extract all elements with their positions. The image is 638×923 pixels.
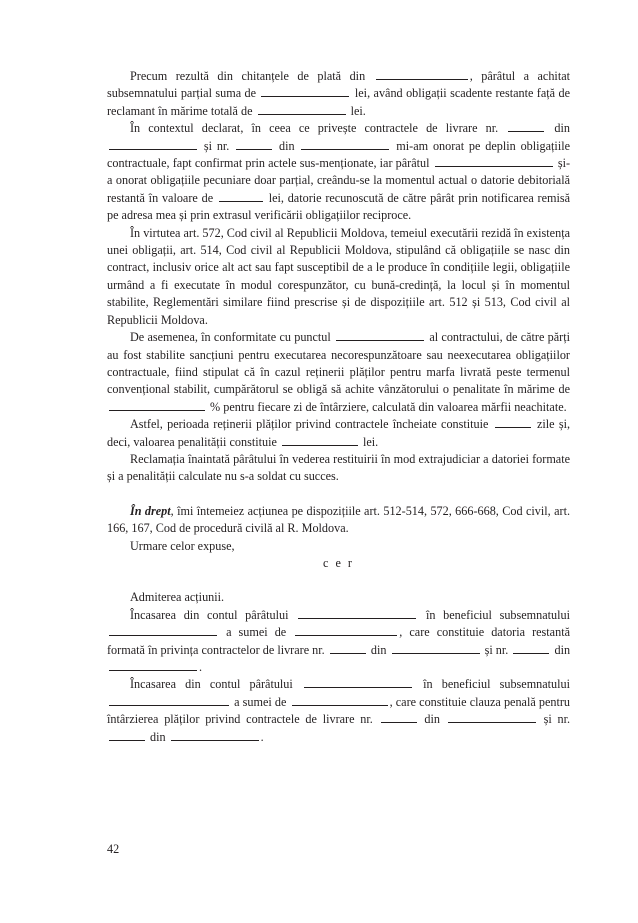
paragraph-contract-clause <box>107 329 570 416</box>
blank-field[interactable] <box>301 140 389 150</box>
paragraph-penalty-recovery <box>107 676 570 746</box>
request-heading: c e r <box>323 555 354 570</box>
text: din <box>370 642 387 657</box>
text: și nr. <box>203 138 230 153</box>
blank-field[interactable] <box>219 192 263 202</box>
blank-field[interactable] <box>236 140 272 150</box>
paragraph-claim: Reclamația înaintată pârâtului în vederea restituirii în mod extrajudiciar a datoriei formate și a penalității calculate nu s-a soldat cu succes. <box>107 451 570 484</box>
blank-field[interactable] <box>261 87 349 97</box>
blank-field[interactable] <box>376 70 468 80</box>
text: Precum rezultă din chitanțele de plată din <box>130 69 366 83</box>
blank-field[interactable] <box>171 731 259 741</box>
text: , care constituie datoria restantă formată în privința contractelor de livrare nr. <box>107 625 570 657</box>
blank-field[interactable] <box>109 731 145 741</box>
spacer <box>107 486 570 503</box>
spacer <box>107 572 570 589</box>
blank-field[interactable] <box>109 401 205 411</box>
blank-field[interactable] <box>298 609 416 619</box>
blank-field[interactable] <box>295 626 397 636</box>
text: din <box>150 729 166 744</box>
text: al contractului, de către părți au fost stabilite sancțiuni pentru executarea necorespunzătoare sau neexecutarea obligațiilor contractuale, fiind stipulat că în cazul reținerii plăților pentru marfa livrată peste termenul convențional stabilit, cumpărătorul se obligă să achite vânzătorului o penalitate în mărime de <box>107 330 571 397</box>
blank-field[interactable] <box>435 157 553 167</box>
text: zile și, deci, valoarea penalității constituie <box>107 417 570 449</box>
text: în beneficiul subsemnatului <box>423 677 571 692</box>
blank-field[interactable] <box>304 678 412 688</box>
blank-field[interactable] <box>448 713 536 723</box>
blank-field[interactable] <box>282 436 358 446</box>
in-law-heading: În drept <box>130 503 171 518</box>
paragraph-following: Urmare celor expuse, <box>130 538 235 553</box>
text: din <box>554 121 570 136</box>
paragraph-admission: Admiterea acțiunii. <box>130 590 225 605</box>
text: De asemenea, în conformitate cu punctul <box>130 330 331 345</box>
text: În contextul declarat, în ceea ce privește contractele de livrare nr. <box>130 121 499 136</box>
text: și nr. <box>484 642 509 657</box>
paragraph-penalty-period <box>107 416 570 451</box>
text: Astfel, perioada reținerii plăților privind contractele încheiate constituie <box>130 417 489 432</box>
document-body <box>107 68 570 746</box>
text: mi-am onorat pe deplin obligațiile contractuale, fapt confirmat prin actele sus-menționate, iar pârâtul <box>107 138 570 171</box>
paragraph-in-law <box>107 503 570 538</box>
text: . <box>199 660 203 674</box>
blank-field[interactable] <box>508 122 544 132</box>
blank-field[interactable] <box>258 105 346 115</box>
text: și nr. <box>543 712 571 727</box>
paragraph-legal-basis: În virtutea art. 572, Cod civil al Republicii Moldova, temeiul executării rezidă în existența unei obligații, art. 514, Cod civil al Republicii Moldova, stipulând că obligațiile se nasc din contract, inclusiv orice alt act sau fapt susceptibil de a le produce în condițiile legii, obligațiile urmând a fi executate în modul corespunzător, cu bună-credință, la locul și în momentul stabilite, Reglementări similare fiind prescrise și de dispozițiile art. 512 și 513, Cod civil al Republicii Moldova. <box>107 225 570 327</box>
text: Încasarea din contul pârâtului <box>130 677 293 692</box>
blank-field[interactable] <box>392 644 480 654</box>
text: a sumei de <box>234 694 287 709</box>
text: Încasarea din contul pârâtului <box>130 607 289 622</box>
blank-field[interactable] <box>381 713 417 723</box>
text: lei. <box>362 434 379 449</box>
text: în beneficiul subsemnatului <box>425 607 571 622</box>
text: lei, având obligații scadente restante față de reclamant în mărime totală de <box>107 86 570 118</box>
paragraph-context <box>107 120 570 224</box>
paragraph-payments <box>107 68 570 120</box>
text: % pentru fiecare zi de întârziere, calculată din valoarea mărfii neachitate. <box>210 399 567 414</box>
blank-field[interactable] <box>109 626 217 636</box>
text: din <box>554 642 571 657</box>
text: , îmi întemeiez acțiunea pe dispozițiile art. 512-514, 572, 666-668, Cod civil, art. 166, 167, Cod de procedură civilă al R. Moldova. <box>107 503 571 536</box>
page-number: 42 <box>107 842 120 856</box>
blank-field[interactable] <box>513 644 549 654</box>
blank-field[interactable] <box>109 140 197 150</box>
paragraph-debt-recovery <box>107 607 570 677</box>
text: . <box>260 729 264 744</box>
blank-field[interactable] <box>292 696 388 706</box>
text: , pârâtul a achitat subsemnatului parțial suma de <box>107 69 570 101</box>
text: a sumei de <box>226 625 287 640</box>
blank-field[interactable] <box>109 696 229 706</box>
text: lei. <box>350 103 366 118</box>
text: din <box>424 712 440 727</box>
blank-field[interactable] <box>336 331 424 341</box>
text: din <box>279 138 295 153</box>
text: lei, datorie recunoscută de către pârât prin notificarea remisă pe adresa mea și prin extrasul verificării obligațiilor reciproce. <box>107 190 571 223</box>
text: , care constituie clauza penală pentru întârzierea plăților privind contractele de livrare nr. <box>107 694 571 727</box>
blank-field[interactable] <box>109 661 197 671</box>
blank-field[interactable] <box>330 644 366 654</box>
blank-field[interactable] <box>495 418 531 428</box>
text: și-a onorat obligațiile pecuniare doar parțial, creându-se la momentul actual o datorie debitorială restantă în valoare de <box>107 156 571 205</box>
